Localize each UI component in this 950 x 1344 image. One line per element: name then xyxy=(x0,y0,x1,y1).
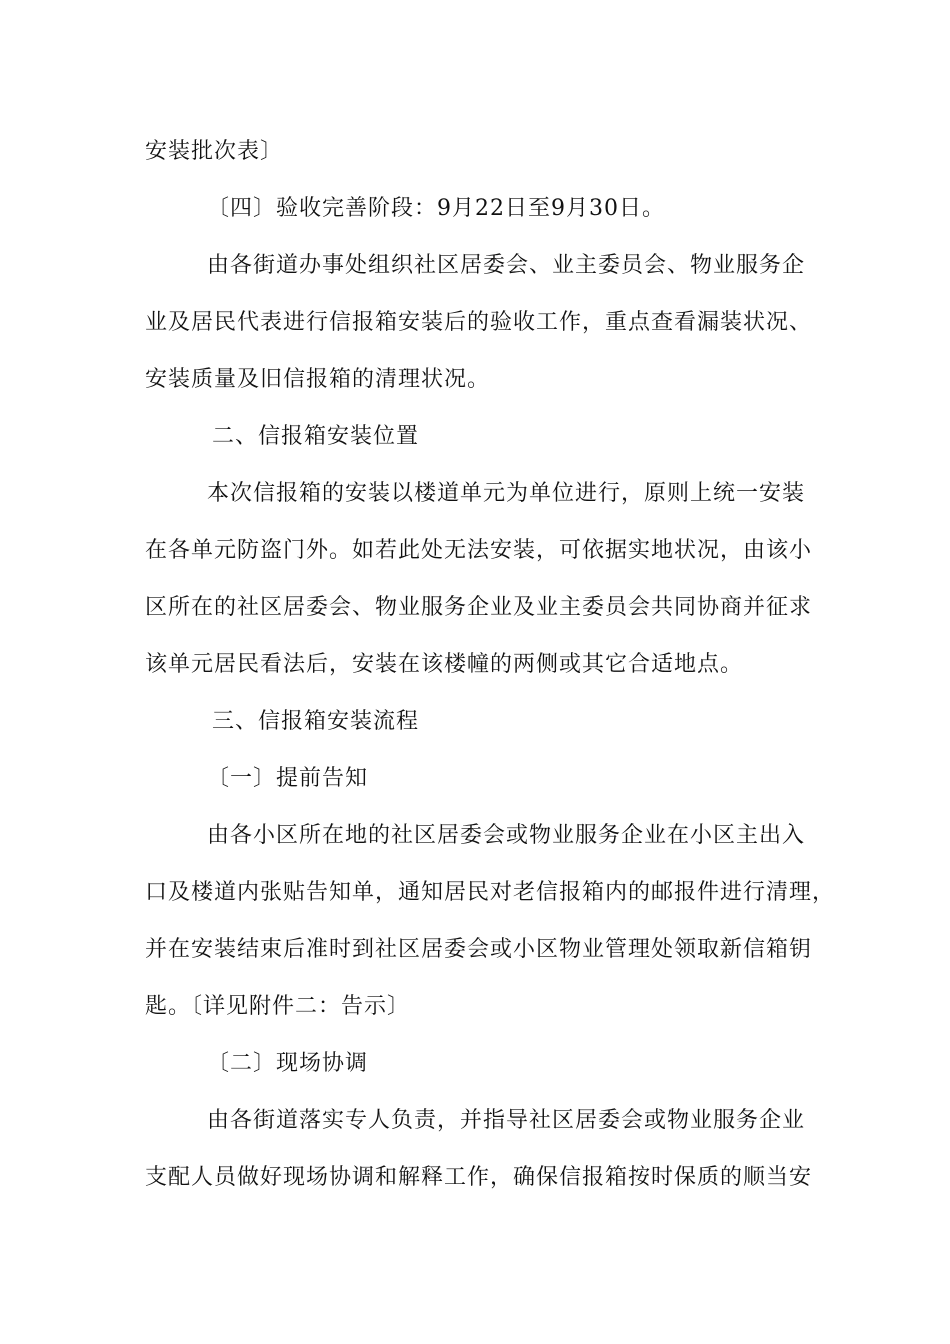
paragraph-line: 由各街道落实专人负责，并指导社区居委会或物业服务企业 xyxy=(207,1108,806,1133)
section-heading: 〔四〕验收完善阶段：9月22日至9月30日。 xyxy=(207,196,665,221)
section-heading: 二、信报箱安装位置 xyxy=(212,424,420,449)
paragraph-line: 业及居民代表进行信报箱安装后的验收工作，重点查看漏装状况、 xyxy=(145,310,813,335)
paragraph-line: 本次信报箱的安装以楼道单元为单位进行，原则上统一安装 xyxy=(207,481,806,506)
paragraph-line: 该单元居民看法后，安装在该楼幢的两侧或其它合适地点。 xyxy=(145,652,744,677)
paragraph-line: 安装质量及旧信报箱的清理状况。 xyxy=(145,367,491,392)
paragraph-line: 在各单元防盗门外。如若此处无法安装，可依据实地状况，由该小 xyxy=(145,538,813,563)
paragraph-line: 并在安装结束后准时到社区居委会或小区物业管理处领取新信箱钥 xyxy=(145,937,813,962)
paragraph-line: 支配人员做好现场协调和解释工作，确保信报箱按时保质的顺当安 xyxy=(145,1165,813,1190)
paragraph-line: 口及楼道内张贴告知单，通知居民对老信报箱内的邮报件进行清理， xyxy=(145,880,836,905)
paragraph-line: 匙。〔详见附件二：告示〕 xyxy=(145,994,411,1019)
section-heading: 〔一〕提前告知 xyxy=(207,766,369,791)
paragraph-line: 区所在的社区居委会、物业服务企业及业主委员会共同协商并征求 xyxy=(145,595,813,620)
section-heading: 三、信报箱安装流程 xyxy=(212,709,420,734)
paragraph-line: 由各街道办事处组织社区居委会、业主委员会、物业服务企 xyxy=(207,253,806,278)
paragraph-line: 由各小区所在地的社区居委会或物业服务企业在小区主出入 xyxy=(207,823,806,848)
section-heading: 〔二〕现场协调 xyxy=(207,1051,369,1076)
paragraph-line: 安装批次表〕 xyxy=(145,139,284,164)
